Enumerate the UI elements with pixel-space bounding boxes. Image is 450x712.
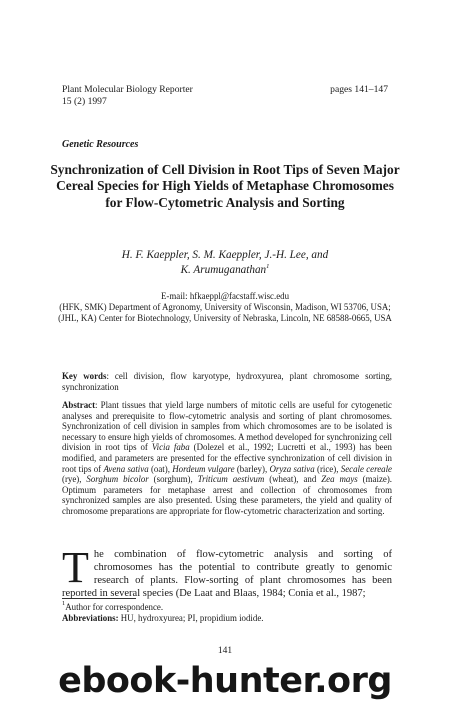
abstract-text: (Dolezel et al., 1992; Lucretti et al., 1993) has been modified, and parameters are presented for the effective synchronization of cell division in root tips of <box>62 442 392 474</box>
species-name: Avena sativa <box>103 463 149 474</box>
species-name: Sorghum bicolor <box>86 474 149 485</box>
watermark: ebook-hunter.org <box>58 661 392 701</box>
intro-paragraph <box>62 543 392 600</box>
affiliation-nebraska: (JHL, KA) Center for Biotechnology, University of Nebraska, Lincoln, NE 68588-0665, USA <box>58 312 392 323</box>
abstract-text: (maize). Optimum parameters for metaphase arrest and collection of chromosomes from synchronized samples are also presented. Using these parameters, the yield and quality of chromosome preparations are appropriate for flow-cytometric characterization and sorting. <box>62 474 392 516</box>
author-list <box>50 248 400 278</box>
species-name: Zea mays <box>321 474 358 485</box>
footnote-abbreviations <box>62 613 392 624</box>
footnote-divider <box>62 598 136 599</box>
section-label: Genetic Resources <box>62 139 139 150</box>
abbreviations-text: HU, hydroxyurea; PI, propidium iodide. <box>118 613 264 623</box>
species-name: Triticum aestivum <box>197 474 265 485</box>
abstract-text: (barley), <box>234 463 270 474</box>
abstract-text: (rice), <box>314 463 341 474</box>
abbreviations-label: Abbreviations: <box>62 613 119 623</box>
email-address: E-mail: hfkaeppl@facstaff.wisc.edu <box>160 291 290 301</box>
footnote-marker: 1 <box>266 263 270 270</box>
abstract-text: (wheat), and <box>264 474 322 485</box>
keywords-text: : cell division, flow karyotype, hydroxyurea, plant chromosome sorting, synchronization <box>62 371 392 392</box>
journal-header <box>62 84 193 107</box>
abstract-text: (oat), <box>148 463 173 474</box>
species-name: Oryza sativa <box>269 463 315 474</box>
keywords-label: Key words <box>62 371 107 381</box>
intro-text: he combination of flow-cytometric analysis and sorting of chromosomes has the potential to contribute greatly to genomic research of plants. Flow-sorting of plant chromosomes has been reported in several species (De Laat and Blaas, 1984; Conia et al., 1987; <box>62 549 392 599</box>
footnote-correspondence <box>62 602 392 613</box>
species-name: Secale cereale <box>340 463 393 474</box>
page-number: 141 <box>217 646 233 656</box>
abstract-text: (rye), <box>62 474 87 485</box>
footnotes <box>62 602 392 624</box>
page-range: pages 141–147 <box>330 84 388 95</box>
abstract-text: (sorghum), <box>148 474 198 485</box>
footnote-marker: 1 <box>62 600 66 607</box>
affiliation-wisconsin: (HFK, SMK) Department of Agronomy, University of Wisconsin, Madison, WI 53706, USA; <box>59 301 391 312</box>
abstract-text: : Plant tissues that yield large numbers of mitotic cells are useful for cytogenetic analyses and prerequisite to flow-cytometric analysis and sorting of plant chromosomes. Synchronization of cell division in samples from which chromosomes are to be isolated is necessary to ensure high yields of chromosomes. A method developed for synchronizing cell division in root tips of <box>62 400 392 453</box>
affiliations <box>50 291 400 324</box>
journal-name: Plant Molecular Biology Reporter <box>62 84 193 95</box>
authors-line-1: H. F. Kaeppler, S. M. Kaeppler, J.-H. Lee, and <box>121 249 329 261</box>
keywords <box>62 371 392 392</box>
abstract-label: Abstract <box>62 400 96 410</box>
authors-line-2 <box>50 263 400 278</box>
drop-cap: T <box>62 543 89 592</box>
journal-volume: 15 (2) 1997 <box>62 95 107 107</box>
abstract <box>62 400 392 517</box>
author-name: K. Arumuganathan <box>180 264 267 276</box>
footnote-text: Author for correspondence. <box>65 602 164 612</box>
paper-title: Synchronization of Cell Division in Root Tips of Seven Major Cereal Species for High Yields of Metaphase Chromosomes for Flow-Cytometric Analysis and Sorting <box>50 162 400 210</box>
species-name: Hordeum vulgare <box>172 463 235 474</box>
species-name: Vicia faba <box>151 442 190 453</box>
